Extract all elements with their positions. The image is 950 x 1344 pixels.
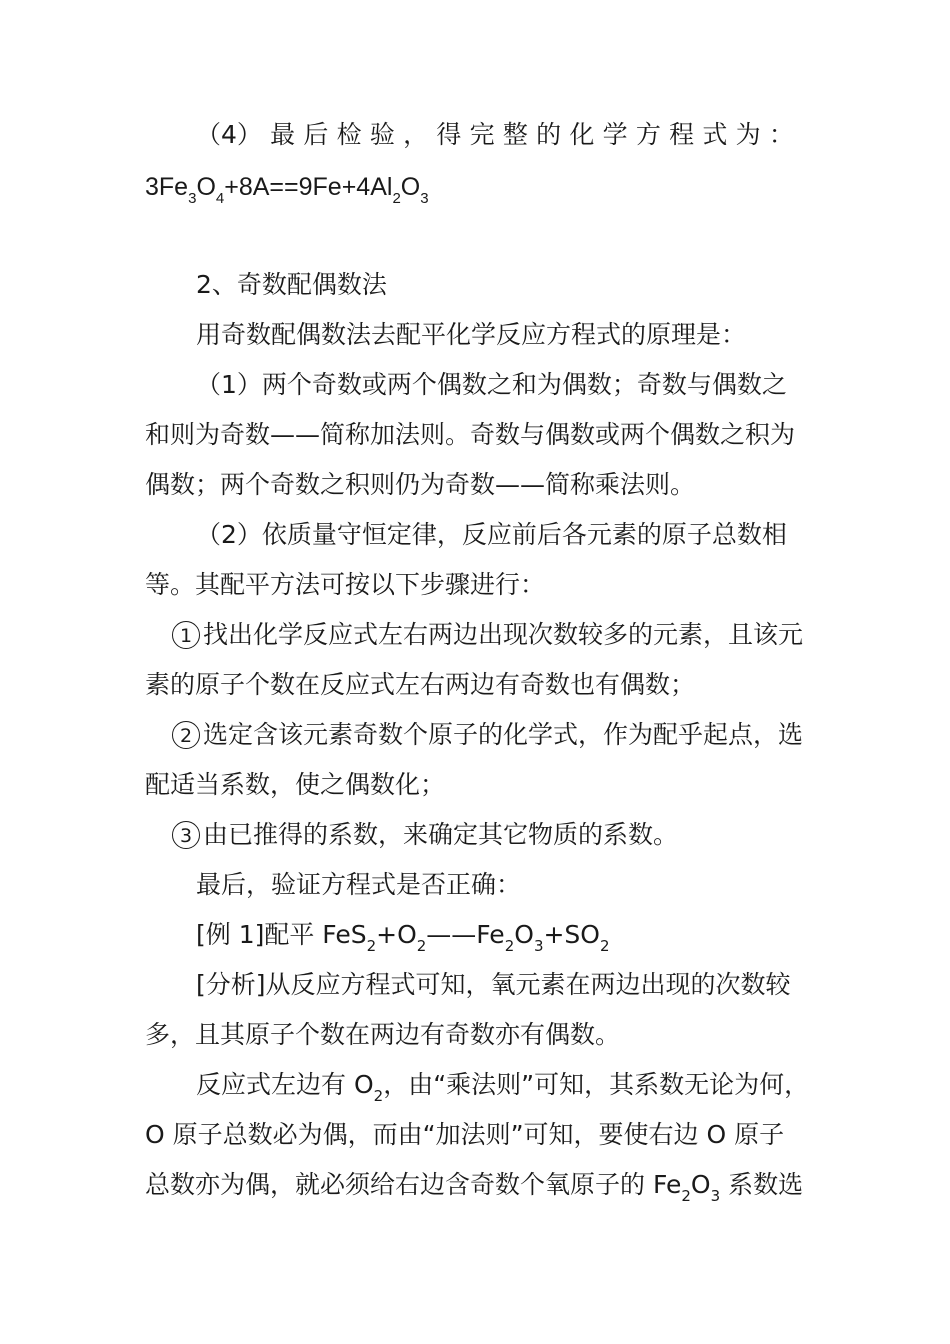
char: 程 <box>669 120 695 149</box>
char: 的 <box>536 120 562 149</box>
eq-text: ——Fe <box>426 920 505 949</box>
step-3 <box>172 818 678 852</box>
eq-sub: 2 <box>392 190 401 207</box>
step4-line <box>196 118 794 152</box>
text: 反应式左边有 O <box>196 1070 374 1099</box>
step-text: 选定含该元素奇数个原子的化学式，作为配乎起点，选 <box>203 720 804 749</box>
paragraph <box>196 1068 810 1105</box>
paragraph: （2）依质量守恒定律，反应前后各元素的原子总数相 <box>196 520 787 549</box>
paragraph: O 原子总数必为偶，而由“加法则”可知，要使右边 O 原子 <box>145 1120 785 1149</box>
paragraph: [分析]从反应方程式可知，氧元素在两边出现的次数较 <box>196 970 791 999</box>
char: 最 <box>270 120 296 149</box>
char: ， <box>403 120 429 149</box>
paragraph: 等。其配平方法可按以下步骤进行： <box>145 570 546 599</box>
text: 总数亦为偶，就必须给右边含奇数个氧原子的 Fe <box>145 1170 682 1199</box>
eq-sub: 2 <box>416 937 427 955</box>
step-2 <box>172 718 803 752</box>
paragraph <box>145 1168 804 1205</box>
eq-sub: 2 <box>681 1187 691 1205</box>
step-1 <box>172 618 803 652</box>
text: 系数选 <box>720 1170 804 1199</box>
eq-text: +SO <box>543 920 600 949</box>
char: 为 <box>735 120 761 149</box>
char: ： <box>768 120 794 149</box>
eq-sub: 2 <box>366 937 377 955</box>
paragraph: 多，且其原子个数在两边有奇数亦有偶数。 <box>145 1020 621 1049</box>
char: 整 <box>502 120 528 149</box>
char: （4） <box>196 120 262 149</box>
circled-number: 3 <box>172 821 200 849</box>
char: 完 <box>469 120 495 149</box>
example-1 <box>196 918 610 955</box>
char: 得 <box>436 120 462 149</box>
char: 学 <box>602 120 628 149</box>
eq-sub: 3 <box>533 937 544 955</box>
paragraph: 用奇数配偶数法去配平化学反应方程式的原理是： <box>196 320 747 349</box>
eq-text: O <box>400 173 421 201</box>
eq-text: [例 1]配平 FeS <box>196 920 367 949</box>
char: 后 <box>303 120 329 149</box>
eq-text: +8A==9Fe+4Al <box>224 173 393 201</box>
char: 式 <box>702 120 728 149</box>
char: 检 <box>336 120 362 149</box>
eq-sub: 2 <box>504 937 515 955</box>
paragraph: 最后，验证方程式是否正确： <box>196 870 522 899</box>
equation-1 <box>145 170 429 207</box>
step-text: 找出化学反应式左右两边出现次数较多的元素，且该元 <box>203 620 804 649</box>
circled-number: 1 <box>172 621 200 649</box>
eq-sub: 2 <box>599 937 610 955</box>
paragraph: 和则为奇数——简称加法则。奇数与偶数或两个偶数之积为 <box>145 420 796 449</box>
eq-sub: 3 <box>188 190 197 207</box>
eq-text: O <box>514 920 534 949</box>
section-heading: 2、奇数配偶数法 <box>196 270 387 299</box>
eq-sub: 3 <box>420 190 429 207</box>
eq-text: +O <box>376 920 417 949</box>
eq-sub: 2 <box>373 1087 384 1105</box>
paragraph: 配适当系数，使之偶数化； <box>145 770 446 799</box>
step-text: 由已推得的系数，来确定其它物质的系数。 <box>203 820 679 849</box>
eq-text: 3Fe <box>145 173 189 201</box>
eq-sub: 4 <box>215 190 225 207</box>
eq-sub: 3 <box>710 1187 721 1205</box>
circled-number: 2 <box>172 721 200 749</box>
char: 化 <box>569 120 595 149</box>
paragraph: 偶数；两个奇数之积则仍为奇数——简称乘法则。 <box>145 470 696 499</box>
text: ，由“乘法则”可知，其系数无论为何， <box>383 1070 810 1099</box>
eq-text: O <box>196 173 216 201</box>
char: 方 <box>635 120 661 149</box>
text: O <box>690 1170 711 1199</box>
paragraph: 素的原子个数在反应式左右两边有奇数也有偶数； <box>145 670 696 699</box>
char: 验 <box>369 120 395 149</box>
paragraph: （1）两个奇数或两个偶数之和为偶数；奇数与偶数之 <box>196 370 787 399</box>
